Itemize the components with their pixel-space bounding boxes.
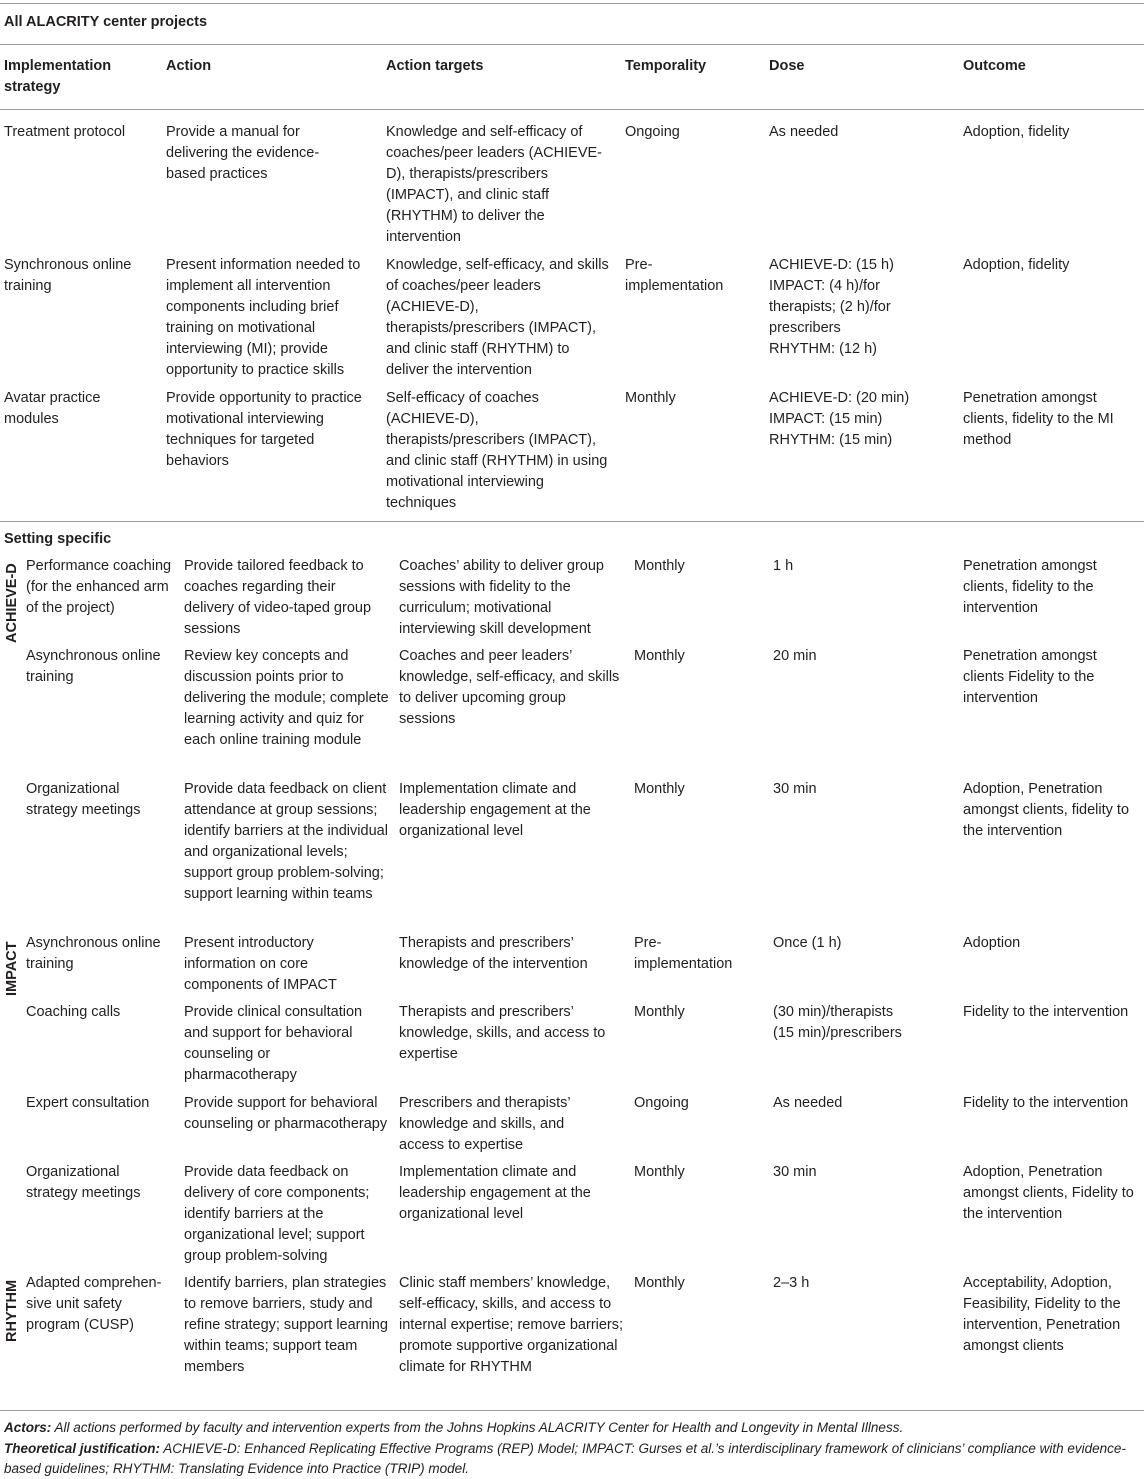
cell-action: Provide support for behavioral counseling or pharmacotherapy <box>184 1095 388 1132</box>
footnote-justification <box>4 1439 1140 1479</box>
cell-action: Provide tailored feedback to coaches regarding their delivery of video-taped group sessions <box>184 558 372 637</box>
cell-strategy: Asynchronous online training <box>26 935 161 972</box>
cell-outcome: Fidelity to the intervention <box>963 1004 1129 1020</box>
cell-dose: As needed <box>769 124 839 140</box>
cell-dose: Once (1 h) <box>773 935 842 951</box>
cell-strategy: Organizational strategy meetings <box>26 1164 141 1201</box>
cell-targets: Clinic staff members’ knowledge, self-efficacy, skills, and access to internal expertise; remove barriers; promote supportive organizational climate for RHYTHM <box>399 1275 624 1375</box>
cell-outcome: Penetration amongst clients Fidelity to the intervention <box>963 648 1097 706</box>
cell-targets: Therapists and prescribers’ knowledge, skills, and access to expertise <box>399 1004 606 1062</box>
footnote-actors-label: Actors: <box>4 1420 52 1435</box>
title-rule <box>0 44 1144 45</box>
cell-outcome: Adoption, fidelity <box>963 257 1070 273</box>
cell-strategy: Asynchronous online training <box>26 648 161 685</box>
footnote-justification-text: ACHIEVE-D: Enhanced Replicating Effective Programs (REP) Model; IMPACT: Gurses et al.’s interdisciplinary framework of clinicians’ compliance with evidence-based guidelines; RHYTHM: Translating Evidence into Practice (TRIP) model. <box>4 1441 1126 1476</box>
cell-dose: ACHIEVE-D: (15 h) IMPACT: (4 h)/for therapists; (2 h)/for prescribers RHYTHM: (12 h) <box>769 257 894 357</box>
cell-action: Review key concepts and discussion points prior to delivering the module; complete learning activity and quiz for each online training module <box>184 648 389 748</box>
cell-action: Provide a manual for delivering the evidence-based practices <box>166 124 320 182</box>
cell-dose: 30 min <box>773 781 817 797</box>
cell-action: Provide opportunity to practice motivational interviewing techniques for targeted behaviors <box>166 390 362 469</box>
header-outcome: Outcome <box>963 58 1026 74</box>
header-rule <box>0 109 1144 110</box>
cell-outcome: Penetration amongst clients, fidelity to the intervention <box>963 558 1097 616</box>
cell-targets: Therapists and prescribers’ knowledge of the intervention <box>399 935 588 972</box>
cell-temporality: Monthly <box>634 1275 685 1291</box>
cell-action: Provide data feedback on delivery of core components; identify barriers at the organizational level; support group problem-solving <box>184 1164 370 1264</box>
header-strategy: Implementation strategy <box>4 58 112 95</box>
cell-targets: Coaches and peer leaders’ knowledge, self-efficacy, and skills to deliver upcoming group sessions <box>399 648 620 727</box>
cell-temporality: Monthly <box>634 1004 685 1020</box>
header-temporality: Temporality <box>625 58 707 74</box>
cell-dose: As needed <box>773 1095 843 1111</box>
cell-targets: Knowledge, self-efficacy, and skills of coaches/peer leaders (ACHIEVE-D), therapists/prescribers (IMPACT), and clinic staff (RHYTHM) to deliver the intervention <box>386 257 609 378</box>
cell-outcome: Adoption, Penetration amongst clients, fidelity to the intervention <box>963 781 1130 839</box>
group-label-achieve-d: ACHIEVE-D <box>4 563 20 643</box>
cell-dose: 1 h <box>773 558 794 574</box>
group-label-rhythm: RHYTHM <box>4 1279 20 1342</box>
cell-action: Provide clinical consultation and support for behavioral counseling or pharmacotherapy <box>184 1004 363 1083</box>
cell-outcome: Adoption <box>963 935 1021 951</box>
cell-strategy: Avatar practice modules <box>4 390 101 427</box>
header-dose: Dose <box>769 58 805 74</box>
cell-outcome: Acceptability, Adoption, Feasibility, Fidelity to the intervention, Penetration amongst clients <box>963 1275 1121 1354</box>
cell-temporality: Monthly <box>634 1164 685 1180</box>
cell-temporality: Monthly <box>625 390 676 406</box>
cell-outcome: Penetration amongst clients, fidelity to the MI method <box>963 390 1114 448</box>
footnote-justification-label: Theoretical justification: <box>4 1441 161 1456</box>
cell-temporality: Pre-implementation <box>625 257 724 294</box>
cell-strategy: Adapted comprehen-sive unit safety program (CUSP) <box>26 1275 162 1333</box>
cell-outcome: Adoption, Penetration amongst clients, Fidelity to the intervention <box>963 1164 1134 1222</box>
cell-targets: Implementation climate and leadership engagement at the organizational level <box>399 781 591 839</box>
header-targets: Action targets <box>386 58 484 74</box>
header-action: Action <box>166 58 212 74</box>
cell-action: Present introductory information on core components of IMPACT <box>184 935 337 993</box>
cell-temporality: Pre-implementation <box>634 935 733 972</box>
cell-outcome: Fidelity to the intervention <box>963 1095 1129 1111</box>
cell-strategy: Organizational strategy meetings <box>26 781 141 818</box>
cell-strategy: Synchronous online training <box>4 257 132 294</box>
cell-targets: Knowledge and self-efficacy of coaches/peer leaders (ACHIEVE-D), therapists/prescribers (IMPACT), and clinic staff (RHYTHM) to deliver the intervention <box>386 124 602 245</box>
cell-temporality: Monthly <box>634 558 685 574</box>
cell-strategy: Expert consultation <box>26 1095 150 1111</box>
footnote-actors <box>4 1418 1140 1438</box>
cell-targets: Implementation climate and leadership engagement at the organizational level <box>399 1164 591 1222</box>
cell-dose: (30 min)/therapists (15 min)/prescribers <box>773 1004 902 1041</box>
cell-temporality: Ongoing <box>625 124 680 140</box>
cell-action: Identify barriers, plan strategies to remove barriers, study and refine strategy; support learning within teams; support team members <box>184 1275 388 1375</box>
group-label-impact: IMPACT <box>4 941 20 996</box>
cell-temporality: Monthly <box>634 781 685 797</box>
cell-outcome: Adoption, fidelity <box>963 124 1070 140</box>
cell-targets: Prescribers and therapists’ knowledge and skills, and access to expertise <box>399 1095 571 1153</box>
cell-targets: Self-efficacy of coaches (ACHIEVE-D), therapists/prescribers (IMPACT), and clinic staff (RHYTHM) in using motivational interviewing techniques <box>386 390 608 511</box>
footnote-actors-text: All actions performed by faculty and intervention experts from the Johns Hopkins ALACRITY Center for Health and Longevity in Mental Illness. <box>54 1420 904 1435</box>
cell-strategy: Performance coaching (for the enhanced arm of the project) <box>26 558 172 616</box>
section-label: Setting specific <box>4 531 112 547</box>
cell-dose: ACHIEVE-D: (20 min) IMPACT: (15 min) RHYTHM: (15 min) <box>769 390 910 448</box>
cell-temporality: Ongoing <box>634 1095 689 1111</box>
section-rule <box>0 521 1144 522</box>
cell-strategy: Coaching calls <box>26 1004 121 1020</box>
bottom-rule <box>0 1410 1144 1411</box>
cell-strategy: Treatment protocol <box>4 124 126 140</box>
top-rule <box>0 3 1144 4</box>
cell-action: Present information needed to implement all intervention components including brief training on motivational interviewing (MI); provide opportunity to practice skills <box>166 257 361 378</box>
cell-dose: 2–3 h <box>773 1275 810 1291</box>
cell-action: Provide data feedback on client attendance at group sessions; identify barriers at the individual and organizational levels; support group problem-solving; support learning within teams <box>184 781 388 902</box>
cell-temporality: Monthly <box>634 648 685 664</box>
cell-dose: 20 min <box>773 648 817 664</box>
table-title: All ALACRITY center projects <box>4 14 208 30</box>
cell-dose: 30 min <box>773 1164 817 1180</box>
cell-targets: Coaches’ ability to deliver group sessions with fidelity to the curriculum; motivational interviewing skill development <box>399 558 604 637</box>
